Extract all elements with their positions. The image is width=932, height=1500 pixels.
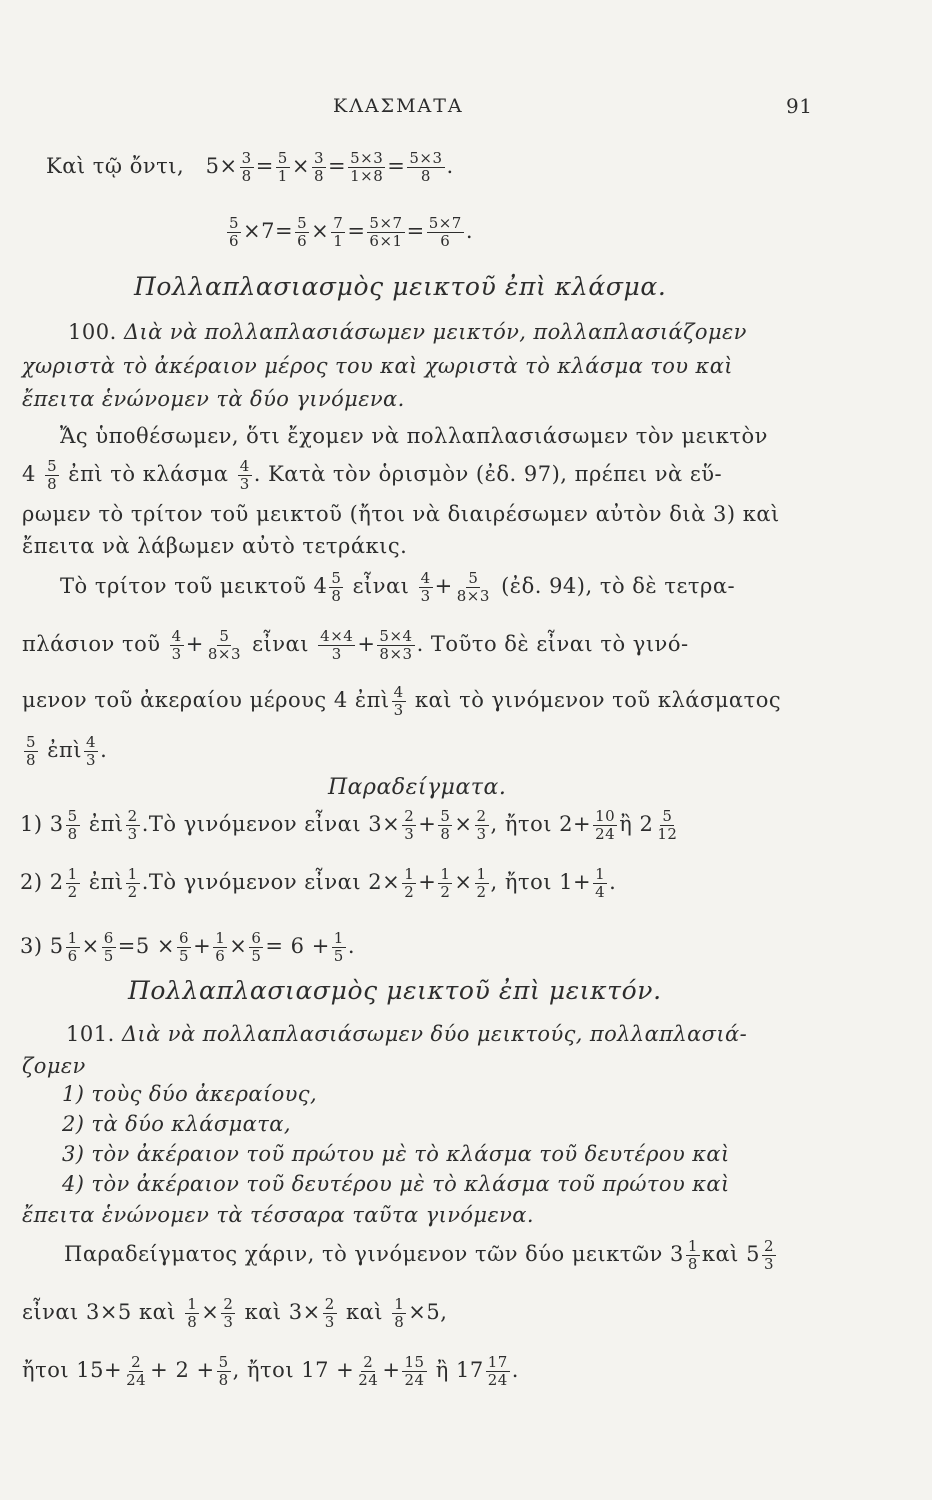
paragraph-101-line-1 xyxy=(66,1020,747,1048)
fraction: $\frac{1}{5}$ xyxy=(333,929,344,965)
fraction: $\frac{4}{3}$ xyxy=(171,627,182,663)
times-sign: × xyxy=(311,219,330,243)
fraction: $\frac{1}{2}$ xyxy=(67,865,78,901)
rule-item-3: 3) τὸν ἀκέραιον τοῦ πρώτου μὲ τὸ κλάσμα τοῦ δευτέρου καὶ xyxy=(62,1142,730,1166)
fraction: $\frac{1}{2}$ xyxy=(404,865,415,901)
plus-sign: + xyxy=(434,574,453,598)
fraction: $\frac{1}{2}$ xyxy=(476,865,487,901)
example-3 xyxy=(20,930,355,965)
fraction: $\frac{1}{6}$ xyxy=(67,929,78,965)
fraction: $\frac{1}{8}$ xyxy=(687,1237,698,1273)
fraction: $\frac{15}{24}$ xyxy=(404,1353,425,1389)
fraction: $\frac{1}{6}$ xyxy=(215,929,226,965)
paragraph-line xyxy=(22,684,781,719)
period: . xyxy=(347,934,356,958)
eq-sign: = xyxy=(387,154,406,178)
paragraph-line xyxy=(22,1354,519,1389)
period: . xyxy=(446,154,454,178)
fraction: $\frac{5\times 7}{6}$ xyxy=(428,214,462,250)
example-number: 2) 2 xyxy=(20,870,64,894)
text: πλάσιον τοῦ xyxy=(22,632,161,656)
example-number: 3) 5 xyxy=(20,934,64,958)
fraction: $\frac{2}{3}$ xyxy=(223,1295,234,1331)
times-sign: × xyxy=(201,1300,220,1324)
fraction: $\frac{4}{3}$ xyxy=(239,457,250,493)
fraction: $\frac{6}{5}$ xyxy=(103,929,114,965)
text: μενον τοῦ ἀκεραίου μέρους 4 ἐπὶ xyxy=(22,688,390,712)
whole-part: 4 xyxy=(22,462,36,486)
text: ἐπὶ τὸ κλάσμα xyxy=(68,462,229,486)
fraction: $\frac{1}{2}$ xyxy=(127,865,138,901)
times-sign: × xyxy=(229,934,248,958)
text: καὶ τὸ γινόμενον τοῦ κλάσματος xyxy=(414,688,782,712)
text: .Τὸ γινόμενον εἶναι 3× xyxy=(141,812,401,836)
fraction: $\frac{5}{8}$ xyxy=(218,1353,229,1389)
period: . xyxy=(609,870,617,894)
text: . Τοῦτο δὲ εἶναι τὸ γινό- xyxy=(416,632,689,656)
example-2 xyxy=(20,866,616,901)
text: εἶναι 3×5 καὶ xyxy=(22,1300,177,1324)
fraction: $\frac{5}{1}$ xyxy=(277,149,288,185)
text: ἐπὶ xyxy=(88,812,124,836)
plus-sign: + xyxy=(382,1358,401,1382)
paragraph-number: 100. xyxy=(68,320,117,344)
text: εἶναι xyxy=(352,574,410,598)
fraction: $\frac{5}{8\times 3}$ xyxy=(456,569,490,605)
paragraph-line xyxy=(64,1238,778,1273)
fraction: $\frac{5\times 3}{1\times 8}$ xyxy=(350,149,384,185)
paragraph-line xyxy=(60,570,735,605)
rule-item-4: 4) τὸν ἀκέραιον τοῦ δευτέρου μὲ τὸ κλάσμα τοῦ πρώτου καὶ xyxy=(62,1172,730,1196)
fraction: $\frac{4}{3}$ xyxy=(420,569,431,605)
paragraph-line: ρωμεν τὸ τρίτον τοῦ μεικτοῦ (ἤτοι νὰ διαιρέσωμεν αὐτὸν διὰ 3) καὶ xyxy=(22,502,780,526)
plus-sign: + xyxy=(193,934,212,958)
fraction: $\frac{2}{24}$ xyxy=(358,1353,379,1389)
text: ἢ 2 xyxy=(619,812,654,836)
fraction: $\frac{6}{5}$ xyxy=(251,929,262,965)
rule-item-2: 2) τὰ δύο κλάσματα, xyxy=(62,1112,291,1136)
text: . Κατὰ τὸν ὁρισμὸν (ἐδ. 97), πρέπει νὰ εὕ- xyxy=(253,462,723,486)
examples-heading: Παραδείγματα. xyxy=(328,775,507,800)
fraction: $\frac{1}{2}$ xyxy=(440,865,451,901)
text: , ἤτοι 17 + xyxy=(232,1358,355,1382)
section-heading-1: Πολλαπλασιασμὸς μεικτοῦ ἐπὶ κλάσμα. xyxy=(134,272,667,301)
eq-sign: = xyxy=(328,154,347,178)
eq-sign: = xyxy=(347,219,366,243)
period: . xyxy=(100,738,108,762)
plus-sign: + xyxy=(357,632,376,656)
fraction: $\frac{5\times 4}{8\times 3}$ xyxy=(379,627,413,663)
equation-line-1 xyxy=(46,150,454,185)
times-sign: × xyxy=(454,812,473,836)
paragraph-101-line-3: ἔπειτα ἑνώνομεν τὰ τέσσαρα ταῦτα γινόμενα. xyxy=(22,1203,534,1227)
fraction: $\frac{2}{24}$ xyxy=(126,1353,147,1389)
fraction: $\frac{5}{8}$ xyxy=(440,807,451,843)
text: εἶναι xyxy=(252,632,309,656)
paragraph-line: ἔπειτα νὰ λάβωμεν αὐτὸ τετράκις. xyxy=(22,534,408,558)
page-number: 91 xyxy=(786,94,813,118)
text: Παραδείγματος χάριν, τὸ γινόμενον τῶν δύο μεικτῶν 3 xyxy=(64,1242,684,1266)
fraction: $\frac{1}{4}$ xyxy=(595,865,606,901)
fraction: $\frac{1}{8}$ xyxy=(394,1295,405,1331)
running-head: ΚΛΑΣΜΑΤΑ xyxy=(333,95,464,117)
fraction: $\frac{2}{3}$ xyxy=(763,1237,774,1273)
fraction: $\frac{3}{8}$ xyxy=(313,149,324,185)
fraction: $\frac{3}{8}$ xyxy=(241,149,252,185)
times-sign: × xyxy=(291,154,310,178)
fraction: $\frac{5}{12}$ xyxy=(657,807,678,843)
fraction: $\frac{5}{8}$ xyxy=(331,569,342,605)
text: ἢ 17 xyxy=(435,1358,484,1382)
text: καὶ 3× xyxy=(244,1300,321,1324)
plus-sign: + xyxy=(418,870,437,894)
paragraph-101-line-2: ζομεν xyxy=(22,1054,86,1078)
rule-item-1: 1) τοὺς δύο ἀκεραίους, xyxy=(62,1082,318,1106)
fraction: $\frac{6}{5}$ xyxy=(179,929,190,965)
fraction: $\frac{10}{24}$ xyxy=(595,807,616,843)
fraction: $\frac{5}{6}$ xyxy=(229,214,240,250)
paragraph-line xyxy=(22,1296,447,1331)
paragraph-line xyxy=(22,628,689,663)
period: . xyxy=(465,219,474,243)
rule-text: Διὰ νὰ πολλαπλασιάσωμεν δύο μεικτούς, πολλαπλασιά- xyxy=(121,1022,748,1046)
section-heading-2: Πολλαπλασιασμὸς μεικτοῦ ἐπὶ μεικτόν. xyxy=(128,976,662,1005)
text: .Τὸ γινόμενον εἶναι 2× xyxy=(141,870,401,894)
fraction: $\frac{5}{8}$ xyxy=(47,457,58,493)
plus-sign: + xyxy=(418,812,437,836)
fraction: $\frac{5}{8}$ xyxy=(26,733,37,769)
text: , ἤτοι 2+ xyxy=(490,812,592,836)
paragraph-line: Ἄς ὑποθέσωμεν, ὅτι ἔχομεν νὰ πολλαπλασιάσωμεν τὸν μεικτὸν xyxy=(60,424,768,448)
rule-text: Διὰ νὰ πολλαπλασιάσωμεν μεικτόν, πολλαπλασιάζομεν xyxy=(123,320,747,344)
eq-lead: Καὶ τῷ ὄντι, xyxy=(46,154,185,178)
fraction: $\frac{4\times 4}{3}$ xyxy=(320,627,354,663)
fraction: $\frac{5\times 7}{6\times 1}$ xyxy=(369,214,403,250)
text: = 6 + xyxy=(265,934,330,958)
equation-line-2 xyxy=(225,215,473,250)
fraction: $\frac{17}{24}$ xyxy=(487,1353,508,1389)
text: ×5, xyxy=(408,1300,448,1324)
plus-sign: + xyxy=(185,632,204,656)
fraction: $\frac{5}{8\times 3}$ xyxy=(207,627,241,663)
text: ἤτοι 15+ xyxy=(22,1358,123,1382)
eq-term: ×7= xyxy=(243,219,294,243)
times-sign: × xyxy=(81,934,100,958)
text: Τὸ τρίτον τοῦ μεικτοῦ 4 xyxy=(60,574,328,598)
fraction: $\frac{2}{3}$ xyxy=(324,1295,335,1331)
example-1 xyxy=(20,808,681,843)
text: (ἐδ. 94), τὸ δὲ τετρα- xyxy=(501,574,736,598)
fraction: $\frac{2}{3}$ xyxy=(476,807,487,843)
text: + 2 + xyxy=(150,1358,215,1382)
times-sign: × xyxy=(454,870,473,894)
paragraph-100-line-3: ἔπειτα ἑνώνομεν τὰ δύο γινόμενα. xyxy=(22,387,405,411)
paragraph-100-line-1 xyxy=(68,318,747,346)
text: , ἤτοι 1+ xyxy=(490,870,592,894)
period: . xyxy=(511,1358,519,1382)
text: καὶ 5 xyxy=(701,1242,760,1266)
fraction: $\frac{5}{6}$ xyxy=(297,214,308,250)
text: καὶ xyxy=(346,1300,384,1324)
example-number: 1) 3 xyxy=(20,812,64,836)
fraction: $\frac{2}{3}$ xyxy=(404,807,415,843)
paragraph-100-line-2: χωριστὰ τὸ ἀκέραιον μέρος του καὶ χωριστὰ τὸ κλάσμα του καὶ xyxy=(22,354,733,378)
text: ἐπὶ xyxy=(47,738,83,762)
paragraph-number: 101. xyxy=(66,1022,115,1046)
fraction: $\frac{5}{8}$ xyxy=(67,807,78,843)
paragraph-line xyxy=(22,458,722,493)
eq-sign: = xyxy=(255,154,274,178)
paragraph-line xyxy=(22,734,107,769)
fraction: $\frac{7}{1}$ xyxy=(333,214,344,250)
text: ἐπὶ xyxy=(88,870,124,894)
fraction: $\frac{5\times 3}{8}$ xyxy=(409,149,443,185)
eq-term: 5× xyxy=(205,154,238,178)
fraction: $\frac{2}{3}$ xyxy=(127,807,138,843)
text: =5 × xyxy=(117,934,176,958)
fraction: $\frac{4}{3}$ xyxy=(393,683,404,719)
fraction: $\frac{4}{3}$ xyxy=(86,733,97,769)
eq-sign: = xyxy=(406,219,425,243)
fraction: $\frac{1}{8}$ xyxy=(187,1295,198,1331)
